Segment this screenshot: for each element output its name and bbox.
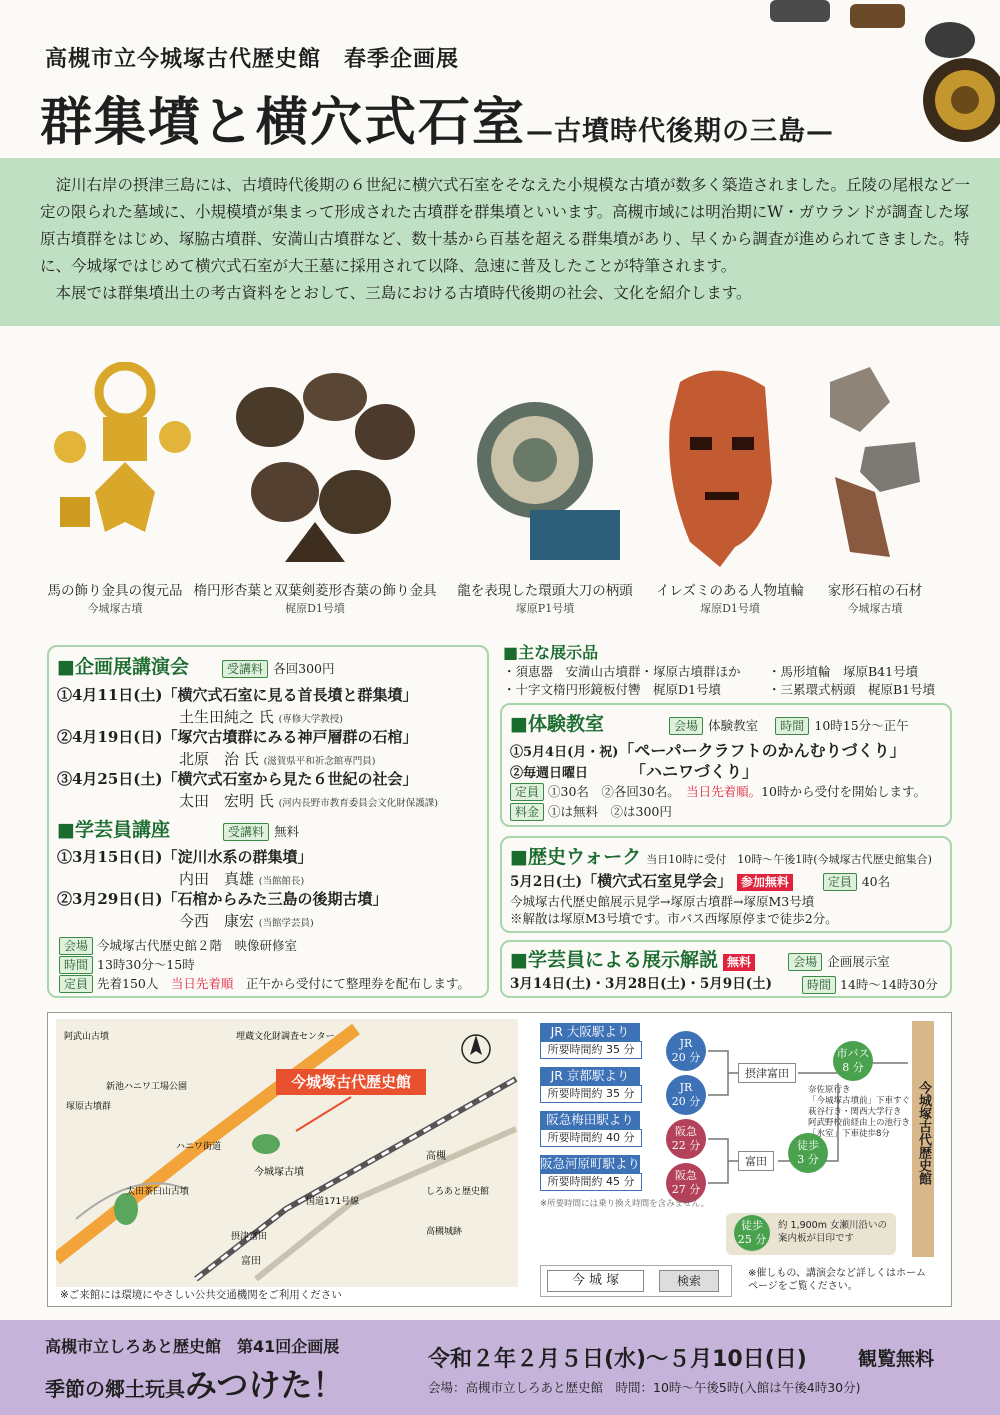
lecture-heading: ■企画展講演会	[57, 656, 189, 678]
walk-route-box	[726, 1213, 896, 1255]
route-4	[540, 1155, 642, 1191]
route-from: JR 京都駅より	[540, 1067, 640, 1085]
exhibits-heading: ■主な展示品	[503, 643, 599, 662]
map-label-imashiro: 今城塚古墳	[254, 1167, 304, 1178]
walk-header	[510, 842, 932, 869]
history-walk-panel	[500, 836, 952, 933]
bus-minutes: 8 分	[842, 1061, 864, 1074]
capacity-value: ①30名 ②各回30名。	[548, 784, 674, 799]
exhibits-section	[503, 640, 953, 699]
ticket-note: 正午から受付にて整理券を配布します。	[245, 976, 470, 991]
footer-title-b: みつけた！	[185, 1366, 345, 1404]
map-label-tonda: 富田	[241, 1256, 261, 1267]
curator-heading: ■学芸員講座	[57, 819, 170, 841]
walk-minutes: 3 分	[797, 1153, 819, 1166]
tonda-station: 富田	[738, 1151, 774, 1171]
workshop-heading: ■体験教室	[510, 713, 604, 735]
footer-title-a: 季節の郷土玩具	[45, 1377, 185, 1401]
workshop-title: 「ペーパークラフトのかんむりづくり」	[618, 741, 906, 760]
venue-row	[59, 937, 297, 955]
speaker-affiliation: (河内長野市教育委員会文化財保護課)	[278, 798, 439, 809]
bus-note: 奈佐原行き	[808, 1085, 851, 1095]
line-name: 阪急	[675, 1169, 697, 1182]
walk-heading: ■歴史ウォーク	[510, 846, 642, 868]
workshop-date: ①5月4日(月・祝)	[510, 745, 619, 760]
footer-title	[45, 1360, 344, 1406]
speaker-name: 土生田純之	[179, 708, 255, 726]
speaker-suffix: 氏	[258, 708, 274, 726]
jr-circle-2	[666, 1075, 706, 1115]
line-name: JR	[679, 1037, 693, 1050]
route-1	[540, 1023, 642, 1059]
footer-free: 観覧無料	[858, 1348, 935, 1370]
lecture-title: 「横穴式石室から見た６世紀の社会」	[162, 770, 418, 788]
lecture-date: ①4月11日(土)	[57, 686, 163, 704]
bus-note: 阿武野校前経由上の池行き	[808, 1118, 911, 1128]
route-time: 所要時間約 35 分	[540, 1041, 642, 1059]
walk-title: 「横穴式石室見学会」	[582, 872, 733, 890]
workshop-item-1	[510, 740, 906, 763]
footer-band	[0, 1320, 1000, 1415]
caption-site: 今城塚古墳	[87, 602, 143, 615]
speaker-name: 北原 治	[179, 750, 240, 768]
horse-ornament-image	[45, 362, 195, 572]
time-note: ※所要時間には乗り換え時間を含みません。	[540, 1199, 710, 1209]
lecture-date: ①3月15日(日)	[57, 848, 163, 866]
map-museum-label: 今城塚古代歴史館	[290, 1073, 412, 1091]
bus-circle	[833, 1041, 873, 1081]
exhibits-row-2	[503, 681, 953, 699]
lecture-1	[57, 685, 418, 706]
guide-dates: 3月14日(土)・3月28日(土)・5月9日(土)	[510, 976, 772, 992]
ornament-fittings-image	[225, 372, 425, 567]
line-minutes: 27 分	[671, 1183, 701, 1196]
jr-circle-1	[666, 1031, 706, 1071]
guide-venue: 企画展示室	[827, 954, 890, 969]
capacity-tag: 定員	[59, 975, 93, 993]
curator-header	[57, 815, 299, 842]
capacity-row	[59, 975, 470, 993]
map-label-takatsuki: 高槻	[426, 1151, 446, 1162]
map-label-tsukahara: 塚原古墳群	[66, 1102, 112, 1112]
bus-note: 萩谷行き・関西大学行き	[808, 1107, 902, 1117]
time-tag: 時間	[59, 956, 93, 974]
time-value: 13時30分～15時	[97, 957, 195, 972]
map-label-maizou: 埋蔵文化財調査センター	[236, 1032, 335, 1042]
map-label-haniwa-street: ハニワ街道	[176, 1142, 222, 1152]
venue-tag: 会場	[59, 937, 93, 955]
lecture-3	[57, 769, 418, 790]
workshop-capacity	[510, 783, 926, 801]
workshop-item-2	[510, 761, 758, 784]
walk2-minutes: 25 分	[737, 1233, 767, 1246]
intro-band	[0, 158, 1000, 326]
route-from: 阪急河原町駅より	[540, 1156, 641, 1171]
map-label-settsu-tonda: 摂津富田	[231, 1232, 268, 1242]
haniwa-figure-image	[660, 362, 780, 567]
intro-paragraph-2: 本展では群集墳出土の考古資料をとおして、三島における古墳時代後期の社会、文化を紹介します。	[55, 284, 752, 302]
walk2-note: 約 1,900m 女瀬川沿いの案内板が目印です	[778, 1220, 887, 1244]
walk-event	[510, 871, 890, 893]
map-label-taisho: 太田茶臼山古墳	[126, 1187, 190, 1197]
stone-coffin-image	[820, 362, 930, 567]
lecture-3-speaker	[179, 791, 438, 814]
gallery-talk-panel	[500, 940, 952, 998]
venue-value: 今城塚古代歴史館２階 映像研修室	[97, 938, 298, 953]
map-label-haniwa-park: 新池ハニワ工場公園	[106, 1082, 188, 1092]
line-minutes: 20 分	[671, 1051, 701, 1064]
line-name: JR	[679, 1081, 693, 1094]
title-main: 群集墳と横穴式石室	[40, 92, 527, 153]
route-2	[540, 1067, 642, 1103]
search-field[interactable]	[540, 1265, 732, 1297]
map-access-panel	[47, 1012, 952, 1307]
caption-name: 馬の飾り金具の復元品	[47, 583, 183, 599]
capacity-value: 40名	[861, 874, 891, 889]
time-tag: 時間	[802, 976, 836, 994]
map-note: ※ご来館には環境にやさしい公共交通機関をご利用ください	[60, 1289, 342, 1301]
route-3	[540, 1111, 642, 1147]
caption-site: 塚原P1号墳	[515, 602, 575, 615]
footer-exhibition: 高槻市立しろあと歴史館 第41回企画展	[45, 1337, 340, 1356]
exhibit-item: ・三累環式柄頭 梶原B1号墳	[768, 682, 936, 697]
walk2-circle	[734, 1215, 770, 1251]
free-badge: 参加無料	[737, 874, 793, 891]
exhibit-item: ・須恵器 安満山古墳群・塚原古墳群ほか	[503, 664, 741, 679]
walk-route: 今城塚古代歴史館展示見学→塚原古墳群→塚原M3号墳	[510, 894, 815, 909]
search-note: ※催しもの、講演会など詳しくはホームページをご覧ください。	[748, 1268, 926, 1292]
lecture-date: ②4月19日(日)	[57, 728, 163, 746]
lecture-title: 「横穴式石室に見る首長墳と群集墳」	[162, 686, 418, 704]
caption-name: 家形石棺の石材	[827, 583, 923, 599]
lecture-title: 「淀川水系の群集墳」	[162, 848, 313, 866]
lecture-date: ③4月25日(土)	[57, 770, 163, 788]
guide-heading: ■学芸員による展示解説	[510, 949, 718, 971]
footer-venue: 会場：高槻市立しろあと歴史館 時間：10時～午後5時(入館は午後4時30分)	[428, 1380, 861, 1395]
line-name: 阪急	[675, 1125, 697, 1138]
venue-tag: 会場	[788, 953, 822, 971]
caption-site: 今城塚古墳	[847, 602, 903, 615]
first-come-note: 当日先着順	[170, 976, 234, 991]
caption-site: 梶原D1号墳	[285, 602, 345, 615]
destination-label: 今城塚古代歴史館	[916, 1081, 931, 1185]
footer-dates: 令和２年２月５日(水)～５月10日(日)	[428, 1347, 807, 1372]
caption-site: 塚原D1号墳	[700, 602, 760, 615]
fee-value: ①は無料 ②は300円	[548, 804, 672, 819]
walk-note: 当日10時に受付 10時～午後1時(今城塚古代歴史館集合)	[646, 853, 932, 866]
search-input[interactable]: 今 城 塚	[547, 1270, 644, 1292]
lecture-2	[57, 727, 418, 748]
caption-name: 龍を表現した環頭大刀の柄頭	[457, 583, 633, 599]
caption-1	[180, 583, 450, 617]
route-time: 所要時間約 40 分	[540, 1129, 642, 1147]
caption-name: 楕円形杏葉と双葉剣菱形杏葉の飾り金具	[193, 583, 437, 599]
curator-fee: 無料	[274, 824, 300, 839]
lecture-date: ②3月29日(日)	[57, 890, 163, 908]
reception-note: 10時から受付を開始します。	[761, 784, 927, 799]
speaker-suffix: 氏	[258, 792, 274, 810]
curator-2-speaker	[179, 911, 314, 934]
walk-disband: ※解散は塚原M3号墳です。市バス西塚原停まで徒歩2分。	[510, 911, 838, 926]
route-from: JR 大阪駅より	[540, 1023, 640, 1041]
route-from: 阪急梅田駅より	[540, 1111, 640, 1129]
guide-header	[510, 945, 890, 972]
workshop-title: 「ハニワづくり」	[630, 762, 759, 781]
speaker-name: 今西 康宏	[179, 912, 255, 930]
workshop-date: ②毎週日曜日	[510, 766, 589, 781]
sword-fitting-image	[760, 0, 1000, 150]
workshop-panel	[500, 703, 952, 827]
line-minutes: 22 分	[671, 1139, 701, 1152]
destination-bar	[912, 1021, 934, 1257]
guide-time: 14時～14時30分	[840, 977, 938, 992]
walk2-label: 徒歩	[741, 1219, 763, 1232]
dragon-pommel-image	[460, 395, 630, 565]
line-minutes: 20 分	[671, 1095, 701, 1108]
fee-tag: 受講料	[223, 823, 269, 841]
guide-time-row	[802, 976, 938, 994]
caption-4	[800, 583, 950, 617]
lecture-header	[57, 652, 335, 679]
lecture-fee: 各回300円	[273, 661, 335, 676]
map-label-shiroato: しろあと歴史館	[426, 1187, 490, 1197]
exhibit-item: ・馬形埴輪 塚原B41号墳	[768, 664, 919, 679]
capacity-value: 先着150人	[97, 976, 159, 991]
capacity-tag: 定員	[823, 873, 857, 891]
lecture-panel	[47, 645, 489, 998]
speaker-suffix: 氏	[243, 750, 259, 768]
first-come-note: 当日先着順。	[686, 784, 762, 799]
settsu-tonda-station: 摂津富田	[738, 1063, 796, 1083]
exhibition-title	[40, 80, 834, 155]
caption-2	[440, 583, 650, 617]
intro-paragraph-1: 淀川右岸の摂津三島には、古墳時代後期の６世紀に横穴式石室をそなえた小規模な古墳が数多く築造されました。丘陵の尾根など一定の限られた墓域に、小規模墳が集まって形成された古墳群を群集墳といいます。高槻市域には明治期にW・ガウランドが調査した塚原古墳群をはじめ、塚脇古墳群、安満山古墳群など、数十基から百基を超える群集墳があり、早くから調査が進められてきました。特に、今城塚ではじめて横穴式石室が大王墓に採用されて以降、急速に普及したことが特筆されます。	[40, 176, 971, 275]
curator-2	[57, 889, 388, 910]
hankyu-circle-1	[666, 1119, 706, 1159]
map-label-abuyama: 阿武山古墳	[64, 1032, 110, 1042]
area-map	[56, 1019, 518, 1287]
bus-note: 「今城塚古墳前」下車すぐ	[808, 1096, 911, 1106]
time-row	[59, 956, 195, 974]
title-sub: —古墳時代後期の三島—	[526, 116, 835, 147]
lecture-title: 「石棺からみた三島の後期古墳」	[162, 890, 388, 908]
caption-name: イレズミのある人物埴輪	[655, 583, 805, 599]
search-button[interactable]: 検索	[659, 1270, 719, 1292]
venue-tag: 会場	[669, 717, 703, 735]
speaker-name: 太田 宏明	[179, 792, 255, 810]
curator-1	[57, 847, 313, 868]
walk-date: 5月2日(土)	[510, 874, 583, 890]
speaker-affiliation: (当館館長)	[258, 876, 305, 887]
exhibition-subtitle: 高槻市立今城塚古代歴史館 春季企画展	[45, 46, 460, 72]
route-time: 所要時間約 45 分	[540, 1173, 642, 1191]
bus-label: 市バス	[836, 1047, 870, 1060]
speaker-name: 内田 真雄	[179, 870, 255, 888]
workshop-time: 10時15分～正午	[814, 718, 909, 733]
bus-notes	[808, 1085, 910, 1140]
exhibit-item: ・十字文楕円形鏡板付轡 梶原D1号墳	[503, 682, 721, 697]
map-label-route171: 国道171号線	[306, 1197, 360, 1207]
workshop-header	[510, 709, 909, 736]
walk-label: 徒歩	[797, 1139, 819, 1152]
lecture-title: 「塚穴古墳群にみる神戸層群の石棺」	[162, 728, 418, 746]
workshop-venue: 体験教室	[708, 718, 759, 733]
speaker-affiliation: (専修大学教授)	[278, 714, 344, 725]
route-time: 所要時間約 35 分	[540, 1085, 642, 1103]
capacity-tag: 定員	[510, 783, 544, 801]
time-tag: 時間	[775, 717, 809, 735]
map-label-castle: 高槻城跡	[426, 1227, 463, 1237]
workshop-fee	[510, 803, 672, 821]
free-badge: 無料	[723, 954, 755, 971]
speaker-affiliation: (滋賀県平和祈念館専門員)	[263, 756, 376, 767]
exhibits-row-1	[503, 663, 953, 681]
fee-tag: 受講料	[222, 660, 268, 678]
bus-note: 「氷室」下車徒歩8分	[808, 1129, 890, 1139]
speaker-affiliation: (当館学芸員)	[258, 918, 314, 929]
fee-tag: 料金	[510, 803, 544, 821]
